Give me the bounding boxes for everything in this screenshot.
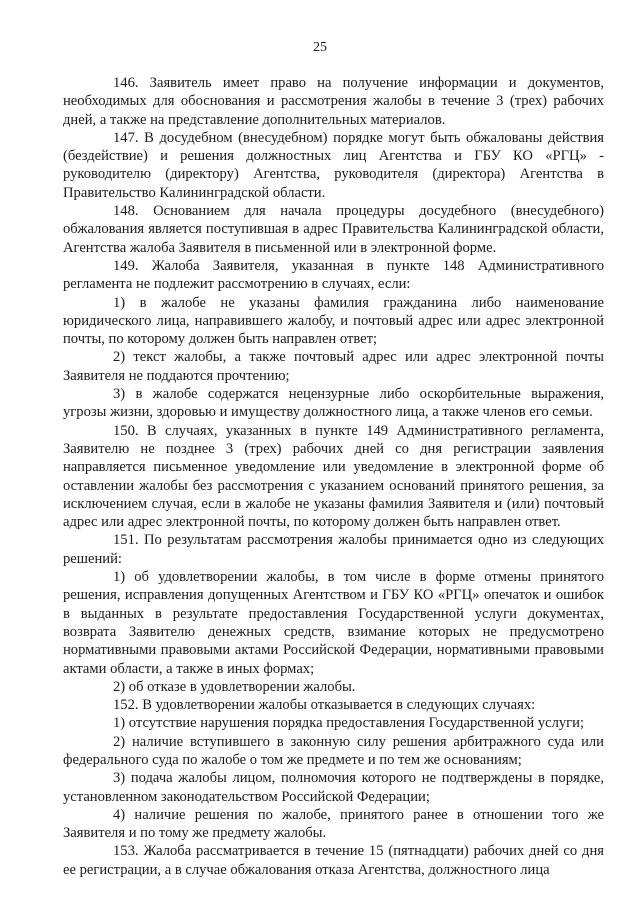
paragraph-149-item-3: 3) в жалобе содержатся нецензурные либо оскорбительные выражения, угрозы жизни, здоровью и имуществу должностного лица, а также членов его семьи. <box>63 386 604 421</box>
paragraph-146: 146. Заявитель имеет право на получение информации и документов, необходимых для обоснования и рассмотрения жалобы в течение 3 (трех) рабочих дней, а также на представление дополнительных материалов. <box>63 75 604 128</box>
paragraph-152-item-1: 1) отсутствие нарушения порядка предоставления Государственной услуги; <box>113 715 585 732</box>
paragraph-150: 150. В случаях, указанных в пункте 149 Административного регламента, Заявителю не позднее 3 (трех) рабочих дней со дня регистрации заявления направляется письменное уведомление или уведомление в электронной форме об оставлении жалобы без рассмотрения с указанием оснований принятого решения, за исключением случая, если в жалобе не указаны фамилия Заявителя и (или) почтовый адрес или адрес электронной почты, по которому должен быть направлен ответ. <box>63 422 604 531</box>
page-number: 25 <box>313 40 327 55</box>
paragraph-149: 149. Жалоба Заявителя, указанная в пункте 148 Административного регламента не подлежит рассмотрению в случаях, если: <box>63 257 604 293</box>
paragraph-148: 148. Основанием для начала процедуры досудебного (внесудебного) обжалования является поступившая в адрес Правительства Калининградской области, Агентства жалоба Заявителя в письменной или в электронной форме. <box>63 203 604 256</box>
paragraph-152-item-3: 3) подача жалобы лицом, полномочия которого не подтверждены в порядке, установленном законодательством Российской Федерации; <box>63 770 604 805</box>
paragraph-149-item-1: 1) в жалобе не указаны фамилия гражданина либо наименование юридического лица, направившего жалобу, и почтовый адрес или адрес электронной почты, по которому должен быть направлен ответ; <box>63 294 604 348</box>
paragraph-149-item-2: 2) текст жалобы, а также почтовый адрес или адрес электронной почты Заявителя не поддаются прочтению; <box>63 349 604 384</box>
paragraph-147: 147. В досудебном (внесудебном) порядке могут быть обжалованы действия (бездействие) и решения должностных лиц Агентства и ГБУ КО «РГЦ» - руководителю (директору) Агентства, руководителя (директора) Агентства в Правительство Калининградской области. <box>63 129 604 201</box>
paragraph-151-item-1: 1) об удовлетворении жалобы, в том числе в форме отмены принятого решения, исправления допущенных Агентством и ГБУ КО «РГЦ» опечаток и ошибок в выданных в результате предоставления Государственной услуги документах, возврата Заявителю денежных средств, взимание которых не предусмотрено нормативными правовыми актами Российской Федерации, нормативными правовыми актами области, а также в иных формах; <box>63 569 604 677</box>
paragraph-152-item-4: 4) наличие решения по жалобе, принятого ранее в отношении того же Заявителя и по тому же предмету жалобы. <box>63 806 604 842</box>
paragraph-151-item-2: 2) об отказе в удовлетворении жалобы. <box>113 678 356 695</box>
document-body <box>63 74 604 879</box>
paragraph-153: 153. Жалоба рассматривается в течение 15 (пятнадцати) рабочих дней со дня ее регистрации, а в случае обжалования отказа Агентства, должностного лица <box>63 843 604 878</box>
paragraph-152-item-2: 2) наличие вступившего в законную силу решения арбитражного суда или федерального суда по жалобе о том же предмете и по тем же основаниям; <box>63 733 604 768</box>
paragraph-151: 151. По результатам рассмотрения жалобы принимается одно из следующих решений: <box>63 532 604 567</box>
paragraph-152: 152. В удовлетворении жалобы отказывается в следующих случаях: <box>113 697 536 714</box>
